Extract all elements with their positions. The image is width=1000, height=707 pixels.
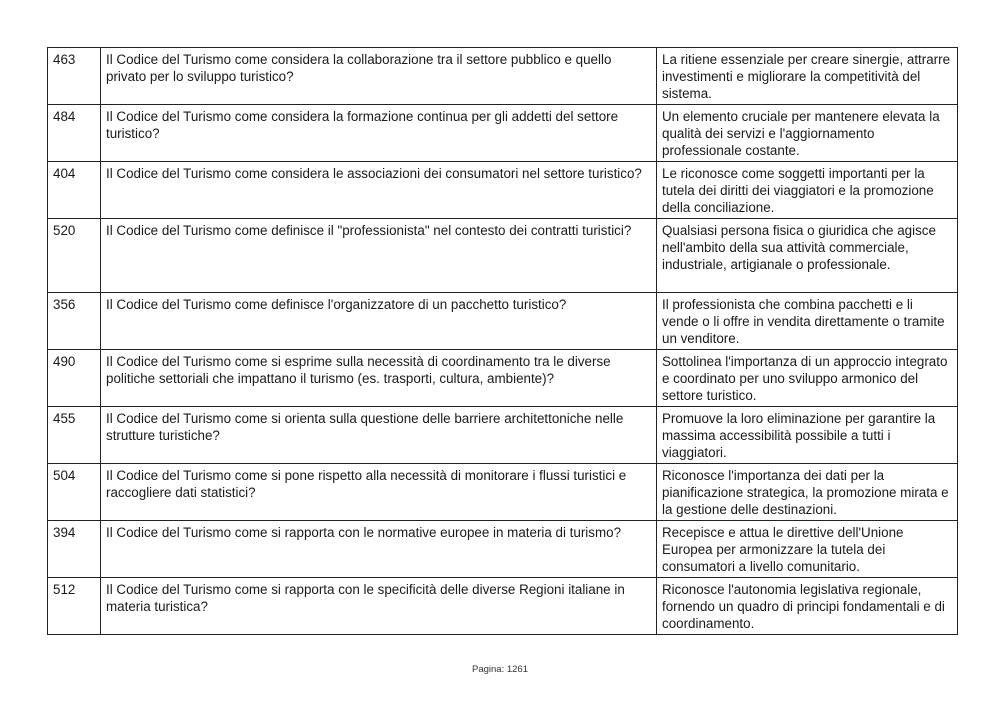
table-row xyxy=(48,105,958,162)
qa-table xyxy=(47,47,958,635)
question-cell: Il Codice del Turismo come definisce il "professionista" nel contesto dei contratti turistici? xyxy=(101,219,657,293)
answer-cell: Promuove la loro eliminazione per garantire la massima accessibilità possibile a tutti i viaggiatori. xyxy=(657,407,958,464)
question-cell: Il Codice del Turismo come considera la collaborazione tra il settore pubblico e quello privato per lo sviluppo turistico? xyxy=(101,48,657,105)
question-cell: Il Codice del Turismo come si rapporta con le normative europee in materia di turismo? xyxy=(101,521,657,578)
answer-cell: Le riconosce come soggetti importanti per la tutela dei diritti dei viaggiatori e la promozione della conciliazione. xyxy=(657,162,958,219)
answer-cell: Qualsiasi persona fisica o giuridica che agisce nell'ambito della sua attività commerciale, industriale, artigianale o professionale. xyxy=(657,219,958,293)
row-id-cell: 490 xyxy=(48,350,101,407)
row-id-cell: 512 xyxy=(48,578,101,635)
question-cell: Il Codice del Turismo come si esprime sulla necessità di coordinamento tra le diverse politiche settoriali che impattano il turismo (es. trasporti, cultura, ambiente)? xyxy=(101,350,657,407)
table-row xyxy=(48,350,958,407)
question-cell: Il Codice del Turismo come si rapporta con le specificità delle diverse Regioni italiane in materia turistica? xyxy=(101,578,657,635)
answer-cell: Un elemento cruciale per mantenere elevata la qualità dei servizi e l'aggiornamento professionale costante. xyxy=(657,105,958,162)
table-row xyxy=(48,578,958,635)
row-id-cell: 484 xyxy=(48,105,101,162)
answer-cell: Riconosce l'autonomia legislativa regionale, fornendo un quadro di principi fondamentali e di coordinamento. xyxy=(657,578,958,635)
table-row xyxy=(48,48,958,105)
question-cell: Il Codice del Turismo come considera la formazione continua per gli addetti del settore turistico? xyxy=(101,105,657,162)
table-row xyxy=(48,162,958,219)
answer-cell: Il professionista che combina pacchetti e li vende o li offre in vendita direttamente o tramite un venditore. xyxy=(657,293,958,350)
question-cell: Il Codice del Turismo come si orienta sulla questione delle barriere architettoniche nelle strutture turistiche? xyxy=(101,407,657,464)
row-id-cell: 455 xyxy=(48,407,101,464)
answer-cell: La ritiene essenziale per creare sinergie, attrarre investimenti e migliorare la competitività del sistema. xyxy=(657,48,958,105)
table-row xyxy=(48,521,958,578)
page-number: Pagina: 1261 xyxy=(472,664,528,675)
row-id-cell: 404 xyxy=(48,162,101,219)
question-cell: Il Codice del Turismo come considera le associazioni dei consumatori nel settore turistico? xyxy=(101,162,657,219)
row-id-cell: 504 xyxy=(48,464,101,521)
table-row xyxy=(48,464,958,521)
table-row xyxy=(48,407,958,464)
answer-cell: Sottolinea l'importanza di un approccio integrato e coordinato per uno sviluppo armonico del settore turistico. xyxy=(657,350,958,407)
row-id-cell: 463 xyxy=(48,48,101,105)
answer-cell: Recepisce e attua le direttive dell'Unione Europea per armonizzare la tutela dei consumatori a livello comunitario. xyxy=(657,521,958,578)
table-row xyxy=(48,293,958,350)
table-row xyxy=(48,219,958,293)
row-id-cell: 520 xyxy=(48,219,101,293)
question-cell: Il Codice del Turismo come definisce l'organizzatore di un pacchetto turistico? xyxy=(101,293,657,350)
row-id-cell: 356 xyxy=(48,293,101,350)
answer-cell: Riconosce l'importanza dei dati per la pianificazione strategica, la promozione mirata e la gestione delle destinazioni. xyxy=(657,464,958,521)
row-id-cell: 394 xyxy=(48,521,101,578)
question-cell: Il Codice del Turismo come si pone rispetto alla necessità di monitorare i flussi turistici e raccogliere dati statistici? xyxy=(101,464,657,521)
